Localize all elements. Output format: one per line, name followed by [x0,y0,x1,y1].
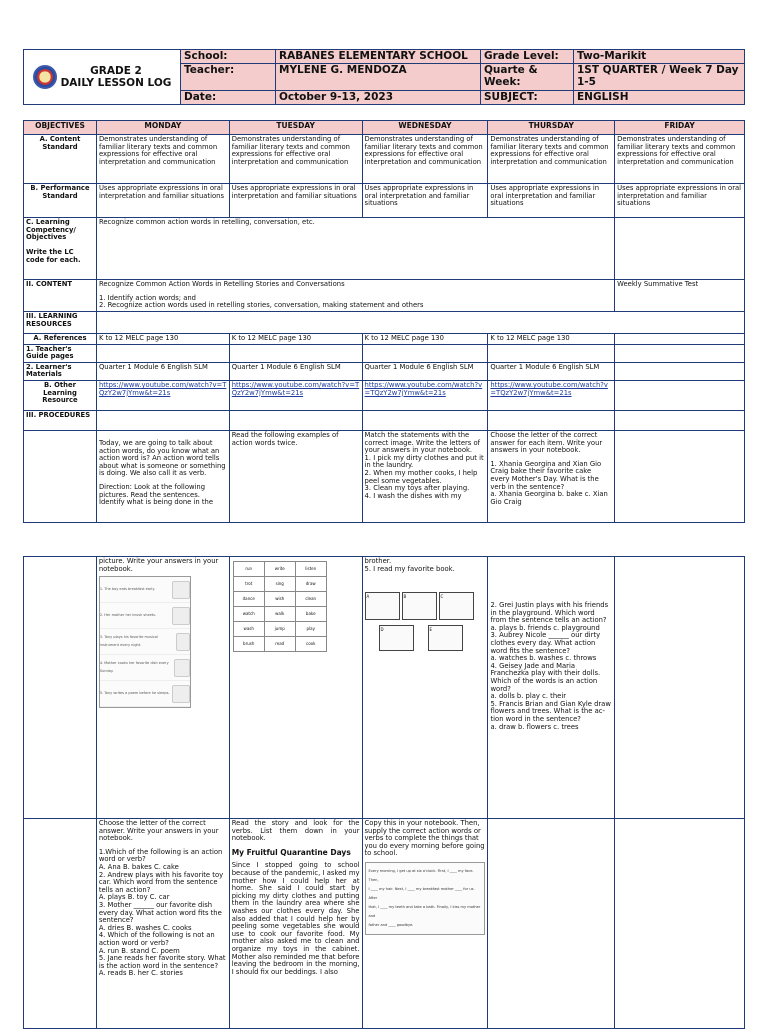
fill-in-line: that, I ____ my teeth and take a bath. Finally, I kiss my mother and [368,904,481,918]
mon3-line-3: 2. Andrew plays with his favorite toy car. Which word from the sentence tells an action? [98,870,224,894]
thu2-line-2: 3. Aubrey Nicole ______ our dirty clothes every day. What action word fits the sentence? [490,631,601,655]
grade-title: GRADE 2 [90,65,142,77]
school-label: School: [181,50,276,64]
references-label: A. References [24,334,97,345]
mon3-line-2: A. Ana B. bakes C. cake [98,862,179,871]
content-label: II. CONTENT [24,280,97,312]
content-standard-fri: Demonstrates understanding of familiar literary texts and common expressions for effective oral interpretation and communication [615,135,745,184]
worksheet-item-text: 3. Tony plays his favorite musical instrument every night. [99,635,158,647]
mother-image [172,607,190,625]
mon3-line-8: A. run B. stand C. poem [98,946,180,955]
wed3-instruction: Copy this in your notebook. Then, supply the correct action words or verbs to complete the things that you do every morning before going to school. [364,819,485,858]
performance-standard-label: B. Performance Standard [24,184,97,218]
action-word: clean [295,592,326,607]
grade-value: Two-Marikit [574,50,745,64]
teacher-value: MYLENE G. MENDOZA [276,64,481,91]
action-word: watch [233,607,264,622]
performance-standard-thu: Uses appropriate expressions in oral interpretation and familiar situations [488,184,615,218]
thu1-line-0: Choose the letter of the correct answer for each item. Write your answers in your notebook. [490,430,603,455]
mon3-line-0: Choose the letter of the correct answer. Write your answers in your notebook. [98,819,219,843]
monday-activity-2 [96,557,229,819]
wed1-line-4: 4. I wash the dishes with my [364,491,462,500]
content-standard-thu: Demonstrates understanding of familiar literary texts and common expressions for effective oral interpretation and communication [488,135,615,184]
resources-empty [96,312,744,334]
story-title: My Fruitful Quarantine Days [231,847,351,857]
writing-image [172,685,190,703]
learning-competency-label [24,218,97,280]
learning-competency-fri [615,218,745,280]
mon1-direction: Direction: Look at the following pictures. Read the sentences. Identify what is being done in the [98,482,214,507]
thu2-line-5: a. dolls b. play c. their [490,692,567,701]
resources-label: III. LEARNING RESOURCES [24,312,97,334]
wed1-line-2: 2. When my mother cooks, I help peel some vegetables. [364,468,478,485]
instrument-image [176,633,190,651]
col-monday: MONDAY [96,121,229,135]
content-standard-label: A. Content Standard [24,135,97,184]
worksheet-item [100,577,190,603]
wed1-line-0: Match the statements with the correct image. Write the letters of your answers in your notebook. [364,430,481,455]
thu2-line-4: 4. Geisey Jade and Maria Franchezka play with their dolls. Which of the words is an action word? [490,661,601,693]
content-item-2: 2. Recognize action words used in retelling stories, conversation, making statement and others [98,301,424,310]
col-objectives: OBJECTIVES [24,121,97,135]
worksheet-item-text: 2. Her mother her brush sheets. [99,612,157,617]
mon3-line-4: A. plays B. toy C. car [98,893,170,902]
picture-d [379,625,414,651]
grade-label: Grade Level: [481,50,574,64]
action-word: read [264,637,295,652]
performance-standard-tue: Uses appropriate expressions in oral interpretation and familiar situations [229,184,362,218]
subject-value: ENGLISH [574,91,745,105]
content-item-1: 1. Identify action words; and [98,293,196,302]
lesson-table-page1 [23,120,745,523]
quarter-value: 1ST QUARTER / Week 7 Day 1-5 [574,64,745,91]
col-tuesday: TUESDAY [229,121,362,135]
boy-eating-image [172,581,190,599]
performance-standard-mon: Uses appropriate expressions in oral interpretation and familiar situations [96,184,229,218]
thursday-activity-2 [488,557,615,819]
wed2-line-0: brother. [364,557,392,565]
date-label: Date: [181,91,276,105]
tuesday-activity-3 [229,819,362,1029]
thu1-line-2: a. Xhania Georgina b. bake c. Xian Gio Craig [490,490,608,506]
mon3-line-9: 5. Jane reads her favorite story. What is the action word in the sentence? [98,954,226,970]
youtube-link-tue[interactable]: https://www.youtube.com/watch?v=TQzY2w7jYmw&t=21s [231,380,360,397]
melc-tue: K to 12 MELC page 130 [229,334,362,345]
story-instruction: Read the story and look for the verbs. List them down in your notebook. [231,819,360,843]
youtube-link-mon[interactable]: https://www.youtube.com/watch?v=TQzY2w7jYmw&t=21s [98,380,227,397]
thursday-activity-1 [488,430,615,522]
story-text: Since I stopped going to school because of the pandemic, I asked my mother how I could help her at home. She said I could start by picking my dirty clothes and putting them in the laundry area where she washes our clothes every day. She also added that I could help her by peeling some vegetables she would use to cook our favorite food. My mother also asked me to clean and organize my toys in the cabinet. Mother also reminded me that before leaving the bedroom in the morning, I should fix our beddings. I also [231,861,360,976]
thu2-line-0: 2. Grei Justin plays with his friends in the playground. Which word from the sentence tells an action? [490,601,609,625]
picture-a [365,592,400,620]
content-cell [96,280,614,312]
lm-thu: Quarter 1 Module 6 English SLM [488,362,615,380]
other-resource-label: B. Other Learning Resource [24,380,97,410]
picture-letter: C [440,594,444,600]
melc-mon: K to 12 MELC page 130 [96,334,229,345]
thu2-line-7: a. draw b. flowers c. trees [490,722,579,731]
worksheet-item [100,629,190,655]
wed1-line-1: 1. I pick my dirty clothes and put it in the laundry. [364,453,484,470]
youtube-link-wed[interactable]: https://www.youtube.com/watch?v=TQzY2w7jYmw&t=21s [364,380,483,397]
content-title: Recognize Common Action Words in Retelling Stories and Conversations [98,280,345,288]
worksheet-item-text: 5. Tony writes a poem before he sleeps. [99,690,170,695]
picture-c [439,592,474,620]
lesson-table-page2 [23,556,745,1029]
subject-label: SUBJECT: [481,91,574,105]
action-word: dance [233,592,264,607]
lm-wed: Quarter 1 Module 6 English SLM [362,362,488,380]
action-word: listen [295,562,326,577]
action-word: brush [233,637,264,652]
friday-content: Weekly Summative Test [615,280,745,312]
worksheet-item-text: 1. The boy eats breakfast early. [99,586,156,591]
worksheet-item [100,655,190,681]
wednesday-activity-1 [362,430,488,522]
monday-activity-3 [96,819,229,1029]
fill-in-line: I ____ my hair. Next, I ____ my breakfast mother ____ for us. After [368,886,475,900]
thu1-line-1: 1. Xhania Georgina and Xian Gio Craig bake their favorite cake every Mother's Day. What is the verb in the sentence? [490,459,602,491]
wednesday-activity-2 [362,557,488,819]
action-word: sing [264,577,295,592]
action-word: wash [233,622,264,637]
mon3-line-1: 1.Which of the following is an action word or verb? [98,847,223,864]
procedures-label: III. PROCEDURES [24,410,97,430]
wed1-line-3: 3. Clean my toys after playing. [364,484,470,493]
action-word: play [295,622,326,637]
tuesday-activity-2 [229,557,362,819]
learners-materials-label: 2. Learner's Materials [24,362,97,380]
thu2-line-3: a. watches b. washes c. throws [490,654,597,663]
lm-mon: Quarter 1 Module 6 English SLM [96,362,229,380]
mon3-line-7: 4. Which of the following is not an action word or verb? [98,931,215,947]
lm-tue: Quarter 1 Module 6 English SLM [229,362,362,380]
action-word: write [264,562,295,577]
date-value: October 9-13, 2023 [276,91,481,105]
col-wednesday: WEDNESDAY [362,121,488,135]
melc-wed: K to 12 MELC page 130 [362,334,488,345]
performance-standard-fri: Uses appropriate expressions in oral interpretation and familiar situations [615,184,745,218]
picture-worksheet [99,576,191,708]
action-word: walk [264,607,295,622]
youtube-link-thu[interactable]: https://www.youtube.com/watch?v=TQzY2w7jYmw&t=21s [490,380,608,397]
performance-standard-wed: Uses appropriate expressions in oral interpretation and familiar situations [362,184,488,218]
picture-letter: A [366,594,370,600]
content-standard-tue: Demonstrates understanding of familiar literary texts and common expressions for effective oral interpretation and communication [229,135,362,184]
wednesday-activity-3 [362,819,488,1029]
mon2-text: picture. Write your answers in your notebook. [98,557,219,573]
col-thursday: THURSDAY [488,121,615,135]
log-title: DAILY LESSON LOG [60,77,172,89]
action-word: cook [295,637,326,652]
thu2-line-1: a. plays b. friends c. playground [490,623,600,632]
title-block [24,50,181,105]
mon1-intro: Today, we are going to talk about action words, do you know what an action word is? An action word tells about what is someone or something is doing. We also call it as verb. [98,438,226,478]
melc-thu: K to 12 MELC page 130 [488,334,615,345]
mon3-line-6: A. dries B. washes C. cooks [98,923,192,932]
quarter-label: Quarte & Week: [481,64,574,91]
action-words-table [233,561,327,652]
action-word: run [233,562,264,577]
content-standard-wed: Demonstrates understanding of familiar literary texts and common expressions for effective oral interpretation and communication [362,135,488,184]
deped-seal-icon [33,65,57,89]
lc-note: Write the LC code for each. [26,248,81,264]
fill-in-line: Every morning, I get up at six o'clock. First, I ____ my face. Then, [368,868,474,882]
col-friday: FRIDAY [615,121,745,135]
picture-letter: B [403,594,407,600]
cooking-image [174,659,190,677]
wed2-line-1: 5. I read my favorite book. [364,564,455,573]
action-word: draw [295,577,326,592]
tuesday-activity-1: Read the following examples of action words twice. [229,430,362,522]
matching-pictures [365,592,475,653]
melc-fri [615,334,745,345]
teacher-label: Teacher: [181,64,276,91]
picture-letter: E [429,626,433,632]
mon3-line-10: A. reads B. her C. stories [98,969,183,978]
lc-label-text: C. Learning Competency/ Objectives [26,218,76,242]
picture-letter: D [380,626,384,632]
picture-e [428,625,463,651]
school-value: RABANES ELEMENTARY SCHOOL [276,50,481,64]
mon3-line-5: 3. Mother ______ our favorite dish every day. What action word fits the sentence? [98,900,222,925]
worksheet-item [100,603,190,629]
action-word: bake [295,607,326,622]
monday-activity-1 [96,430,229,522]
worksheet-item [100,681,190,707]
action-word: jump [264,622,295,637]
action-word: wish [264,592,295,607]
action-word: trot [233,577,264,592]
teachers-guide-label: 1. Teacher's Guide pages [24,344,97,362]
fill-in-line: father and ____ goodbye. [368,922,414,927]
worksheet-item-text: 4. Mother cooks her favorite dish every Sunday. [99,661,169,673]
header-table [23,49,745,105]
thu2-line-6: 5. Francis Brian and Gian Kyle draw flowers and trees. What is the ac-tion word in the sentence? [490,699,611,723]
fill-in-worksheet [365,862,485,935]
content-standard-mon: Demonstrates understanding of familiar literary texts and common expressions for effective oral interpretation and communication [96,135,229,184]
learning-competency-text: Recognize common action words in retelling, conversation, etc. [96,218,614,280]
picture-b [402,592,437,620]
